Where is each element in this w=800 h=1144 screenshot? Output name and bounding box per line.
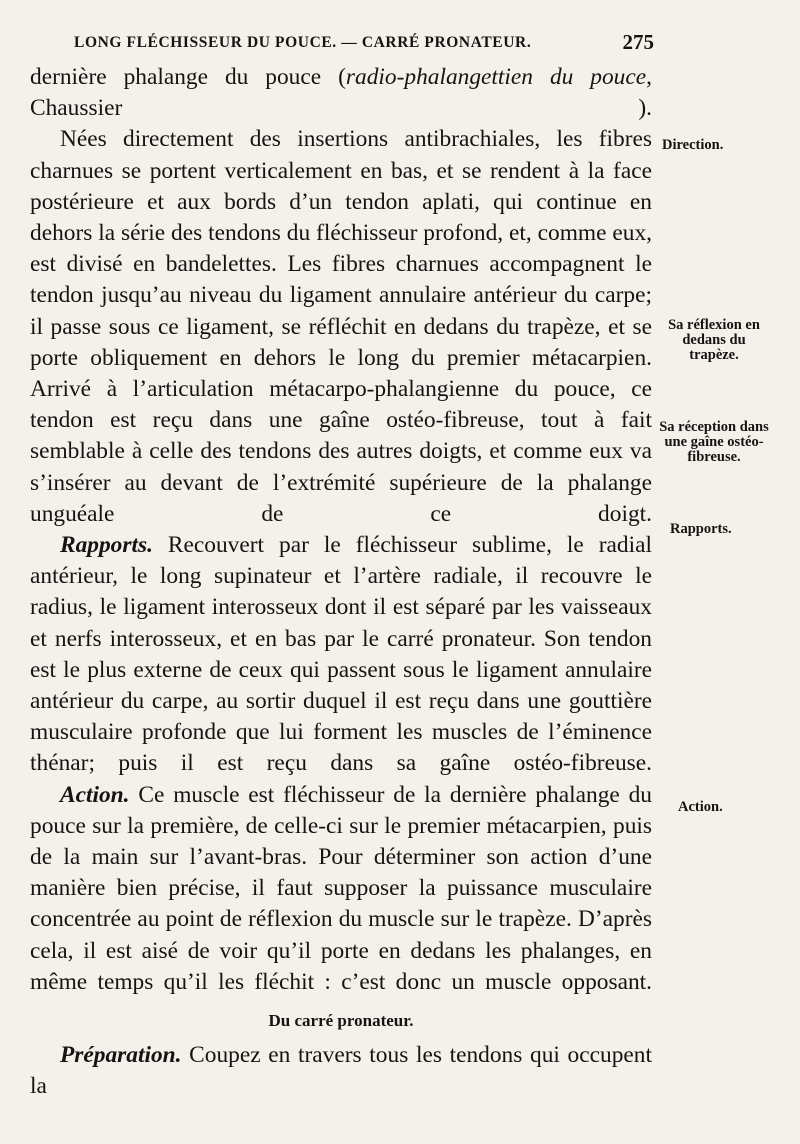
paragraph-action-lead: Action. xyxy=(60,781,130,808)
margin-note-rapports: Rapports. xyxy=(670,521,732,537)
paragraph-preparation xyxy=(30,1040,652,1102)
paragraph-direction: Nées directement des insertions antibrachiales, les fibres charnues se portent verticalement en bas, et se rendent à la face postérieure et aux bords d’un tendon aplati, qui continue en dehors la série des tendons du fléchisseur profond, et, comme eux, est divisé en bandelettes. Les fibres charnues accompagnent le tendon jusqu’au niveau du ligament annulaire antérieur du carpe; il passe sous ce ligament, se réfléchit en dedans du trapèze, et se porte obliquement en dehors le long du premier métacarpien. Arrivé à l’articulation métacarpo-phalangienne du pouce, ce tendon est reçu dans une gaîne ostéo-fibreuse, tout à fait semblable à celle des tendons des autres doigts, et comme eux va s’insérer au devant de l’extrémité supérieure de la phalange unguéale de ce doigt. xyxy=(30,126,652,527)
body-text xyxy=(30,62,652,1103)
page-number: 275 xyxy=(622,30,654,54)
margin-note-reflexion: Sa réflexion en dedans du trapèze. xyxy=(668,317,760,363)
margin-note-action: Action. xyxy=(678,799,723,815)
paragraph-rapports-lead: Rapports. xyxy=(60,532,153,559)
paragraph-continuation-italic: radio-phalangettien du pouce xyxy=(345,64,647,90)
paragraph-action-text: Ce muscle est fléchisseur de la dernière phalange du pouce sur la première, de celle-ci sur le premier métacarpien, puis de la main sur l’avant-bras. Pour déterminer son action d’une manière bien précise, il faut supposer la puissance musculaire concentrée au point de réflexion du muscle sur le trapèze. D’après cela, il est aisé de voir qu’il porte en dedans les phalanges, en même temps qu’il les fléchit : c’est donc un muscle opposant. xyxy=(30,781,652,995)
paragraph-action xyxy=(30,780,652,998)
paragraph-rapports-text: Recouvert par le fléchisseur sublime, le radial antérieur, le long supinateur et l’artère radiale, il recouvre le radius, le ligament interosseux dont il est séparé par les vaisseaux et nerfs interosseux, et en bas par le carré pronateur. Son tendon est le plus externe de ceux qui passent sous le ligament annulaire antérieur du carpe, au sortir duquel il est reçu dans une gouttière musculaire profonde que lui forment les muscles de l’éminence thénar; puis il est reçu dans sa gaîne ostéo-fibreuse. xyxy=(30,532,652,777)
header-title: LONG FLÉCHISSEUR DU POUCE. — CARRÉ PRONATEUR. xyxy=(74,34,532,51)
running-header xyxy=(62,28,660,58)
section-heading: Du carré pronateur. xyxy=(268,1011,414,1031)
paragraph-continuation-pre: dernière phalange du pouce ( xyxy=(30,64,346,90)
paragraph-preparation-text: Coupez en travers tous les tendons qui occupent la xyxy=(30,1042,652,1100)
paragraph-continuation-post: , Chaussier ). xyxy=(30,64,652,122)
margin-note-reception: Sa réception dans une gaîne ostéo-fibreuse. xyxy=(659,419,769,465)
margin-note-direction: Direction. xyxy=(662,137,724,153)
paragraph-preparation-lead: Préparation. xyxy=(60,1042,182,1069)
paragraph-rapports xyxy=(30,530,652,780)
paragraph-continuation xyxy=(30,62,652,124)
